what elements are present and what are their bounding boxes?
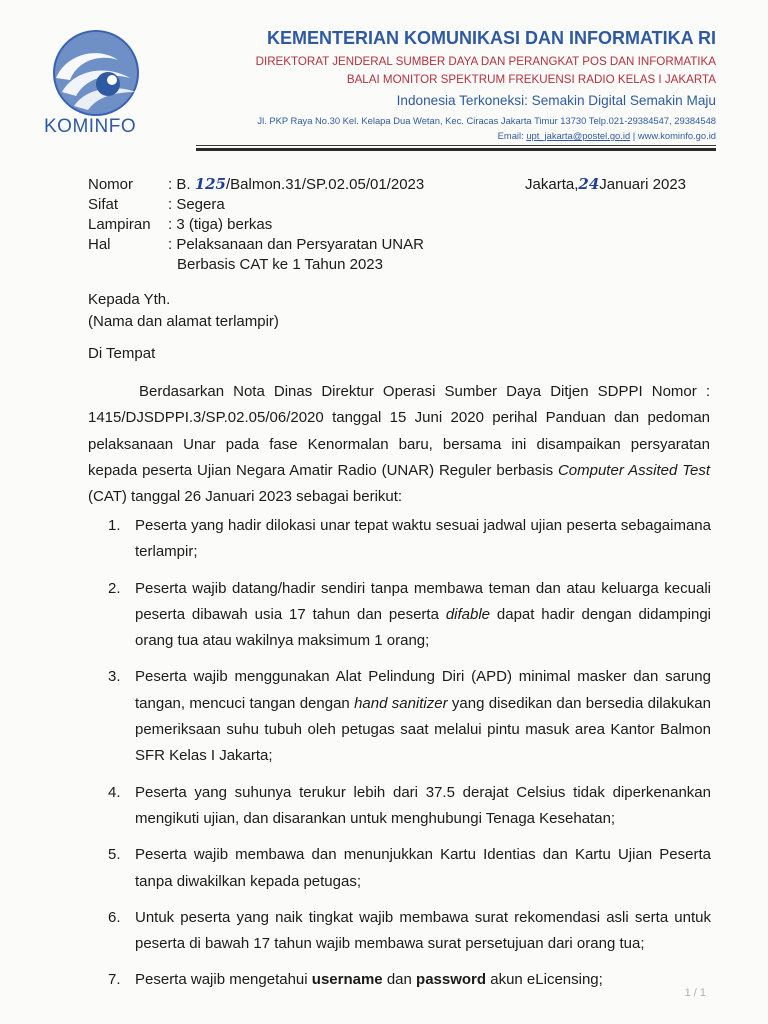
requirements-list — [108, 513, 711, 1004]
letter-meta — [88, 174, 424, 275]
lampiran-value: : 3 (tiga) berkas — [168, 216, 273, 233]
list-item — [108, 576, 711, 655]
contact-separator: | — [630, 130, 638, 141]
sifat-value: : Segera — [168, 196, 225, 213]
nomor-suffix: /Balmon.31/SP.02.05/01/2023 — [226, 176, 425, 193]
list-item-text: Peserta wajib mengetahui — [135, 971, 312, 989]
list-item-number: 4. — [108, 783, 121, 801]
list-item-text-mid: dan — [382, 971, 417, 989]
office-title: BALAI MONITOR SPEKTRUM FREKUENSI RADIO KELAS I JAKARTA — [346, 73, 716, 86]
directorate-title: DIREKTORAT JENDERAL SUMBER DAYA DAN PERANGKAT POS DAN INFORMATIKA — [255, 55, 716, 68]
list-item-text-end: dapat hadir dengan didampingi orang tua atau wakilnya maksimum 1 orang; — [135, 605, 711, 650]
recipient-name: (Nama dan alamat terlampir) — [88, 313, 279, 330]
nomor-handwritten: 125 — [194, 175, 226, 193]
list-item-italic: difable — [445, 605, 491, 623]
lampiran-row — [88, 215, 424, 235]
list-item-number: 5. — [108, 846, 121, 864]
password-emphasis: password — [416, 971, 487, 989]
recipient-place: Di Tempat — [88, 345, 156, 362]
list-item-text: Peserta yang suhunya terukur lebih dari 37.5 derajat Celsius tidak diperkenankan mengikuti ujian, dan disarankan untuk menghubungi Tenaga Kesehatan; — [135, 783, 711, 827]
letterhead-rule-thick — [196, 148, 716, 151]
letterhead-rule-thin — [196, 145, 716, 146]
nomor-value — [168, 174, 424, 195]
lampiran-label: Lampiran — [88, 216, 151, 233]
sifat-label: Sifat — [88, 196, 119, 213]
list-item-italic: hand sanitizer — [354, 694, 448, 712]
office-address: Jl. PKP Raya No.30 Kel. Kelapa Dua Wetan, Kec. Ciracas Jakarta Timur 13730 Telp.021-29384547, 29384548 — [257, 115, 716, 126]
kominfo-logo-icon — [40, 26, 152, 116]
recipient-salutation: Kepada Yth. — [88, 291, 171, 308]
list-item — [108, 967, 711, 993]
list-item-text-end: yang disedikan dan bersedia dilakukan pemeriksaan suhu tubuh oleh petugas saat melalui pintu masuk area Kantor Balmon SFR Kelas I Jakarta; — [135, 694, 711, 765]
nomor-label: Nomor — [88, 176, 134, 193]
nomor-prefix: : B. — [168, 176, 191, 193]
date-city: Jakarta, — [525, 176, 579, 193]
date-month-year: Januari 2023 — [599, 176, 686, 193]
intro-text-b: (CAT) tanggal 26 Januari 2023 sebagai berikut: — [88, 488, 403, 506]
list-item — [108, 513, 711, 566]
list-item-text-end: akun eLicensing; — [486, 971, 603, 989]
sifat-row — [88, 195, 424, 215]
list-item-number: 7. — [108, 971, 121, 989]
list-item-number: 6. — [108, 908, 121, 926]
list-item — [108, 664, 711, 769]
ministry-title: KEMENTERIAN KOMUNIKASI DAN INFORMATIKA RI — [267, 28, 716, 48]
intro-text-a: Berdasarkan Nota Dinas Direktur Operasi Sumber Daya Ditjen SDPPI Nomor : 1415/DJSDPPI.3/SP.02.05/06/2020 tanggal 15 Juni 2020 perihal Panduan dan pedoman pelaksanaan Unar pada fase Kenormalan baru, bersama ini disampaikan persyaratan kepada peserta Ujian Negara Amatir Radio (UNAR) Reguler berbasis — [88, 383, 710, 479]
logo-wordmark: KOMINFO — [44, 116, 137, 137]
list-item-number: 1. — [108, 517, 121, 534]
list-item — [108, 905, 711, 958]
hal-value: : Pelaksanaan dan Persyaratan UNAR — [168, 236, 424, 253]
nomor-row — [88, 174, 424, 195]
hal-label: Hal — [88, 236, 111, 253]
contact-line — [498, 130, 716, 141]
intro-paragraph — [88, 379, 710, 510]
email-link[interactable]: upt_jakarta@postel.go.id — [526, 130, 631, 141]
intro-text-italic: Computer Assited Test — [557, 461, 710, 479]
hal-row — [88, 235, 424, 255]
email-label: Email: — [497, 130, 527, 141]
list-item-text: Peserta wajib membawa dan menunjukkan Kartu Identias dan Kartu Ujian Peserta tanpa diwakilkan kepada petugas; — [135, 846, 711, 890]
list-item-number: 3. — [108, 668, 121, 686]
list-item-text: Peserta wajib menggunakan Alat Pelindung Diri (APD) minimal masker dan sarung tangan, mencuci tangan dengan — [135, 668, 711, 712]
hal-value-continued: Berbasis CAT ke 1 Tahun 2023 — [177, 256, 383, 273]
recipient-block — [88, 289, 279, 333]
list-item-text: Peserta yang hadir dilokasi unar tepat waktu sesuai jadwal ujian peserta sebagaimana terlampir; — [135, 517, 711, 561]
list-item — [108, 780, 711, 833]
website-link[interactable]: www.kominfo.go.id — [637, 130, 716, 141]
motto: Indonesia Terkoneksi: Semakin Digital Semakin Maju — [396, 93, 716, 108]
page-indicator: 1 / 1 — [684, 987, 706, 999]
list-item — [108, 842, 711, 895]
list-item-text: Untuk peserta yang naik tingkat wajib membawa surat rekomendasi asli serta untuk peserta di bawah 17 tahun wajib membawa surat persetujuan dari orang tua; — [135, 908, 711, 953]
list-item-number: 2. — [108, 579, 121, 597]
date-day-handwritten: 24 — [578, 175, 600, 193]
letter-date — [525, 174, 686, 195]
list-item-text: Peserta wajib datang/hadir sendiri tanpa membawa teman dan atau keluarga kecuali peserta dibawah usia 17 tahun dan peserta — [135, 579, 711, 623]
username-emphasis: username — [311, 971, 383, 989]
